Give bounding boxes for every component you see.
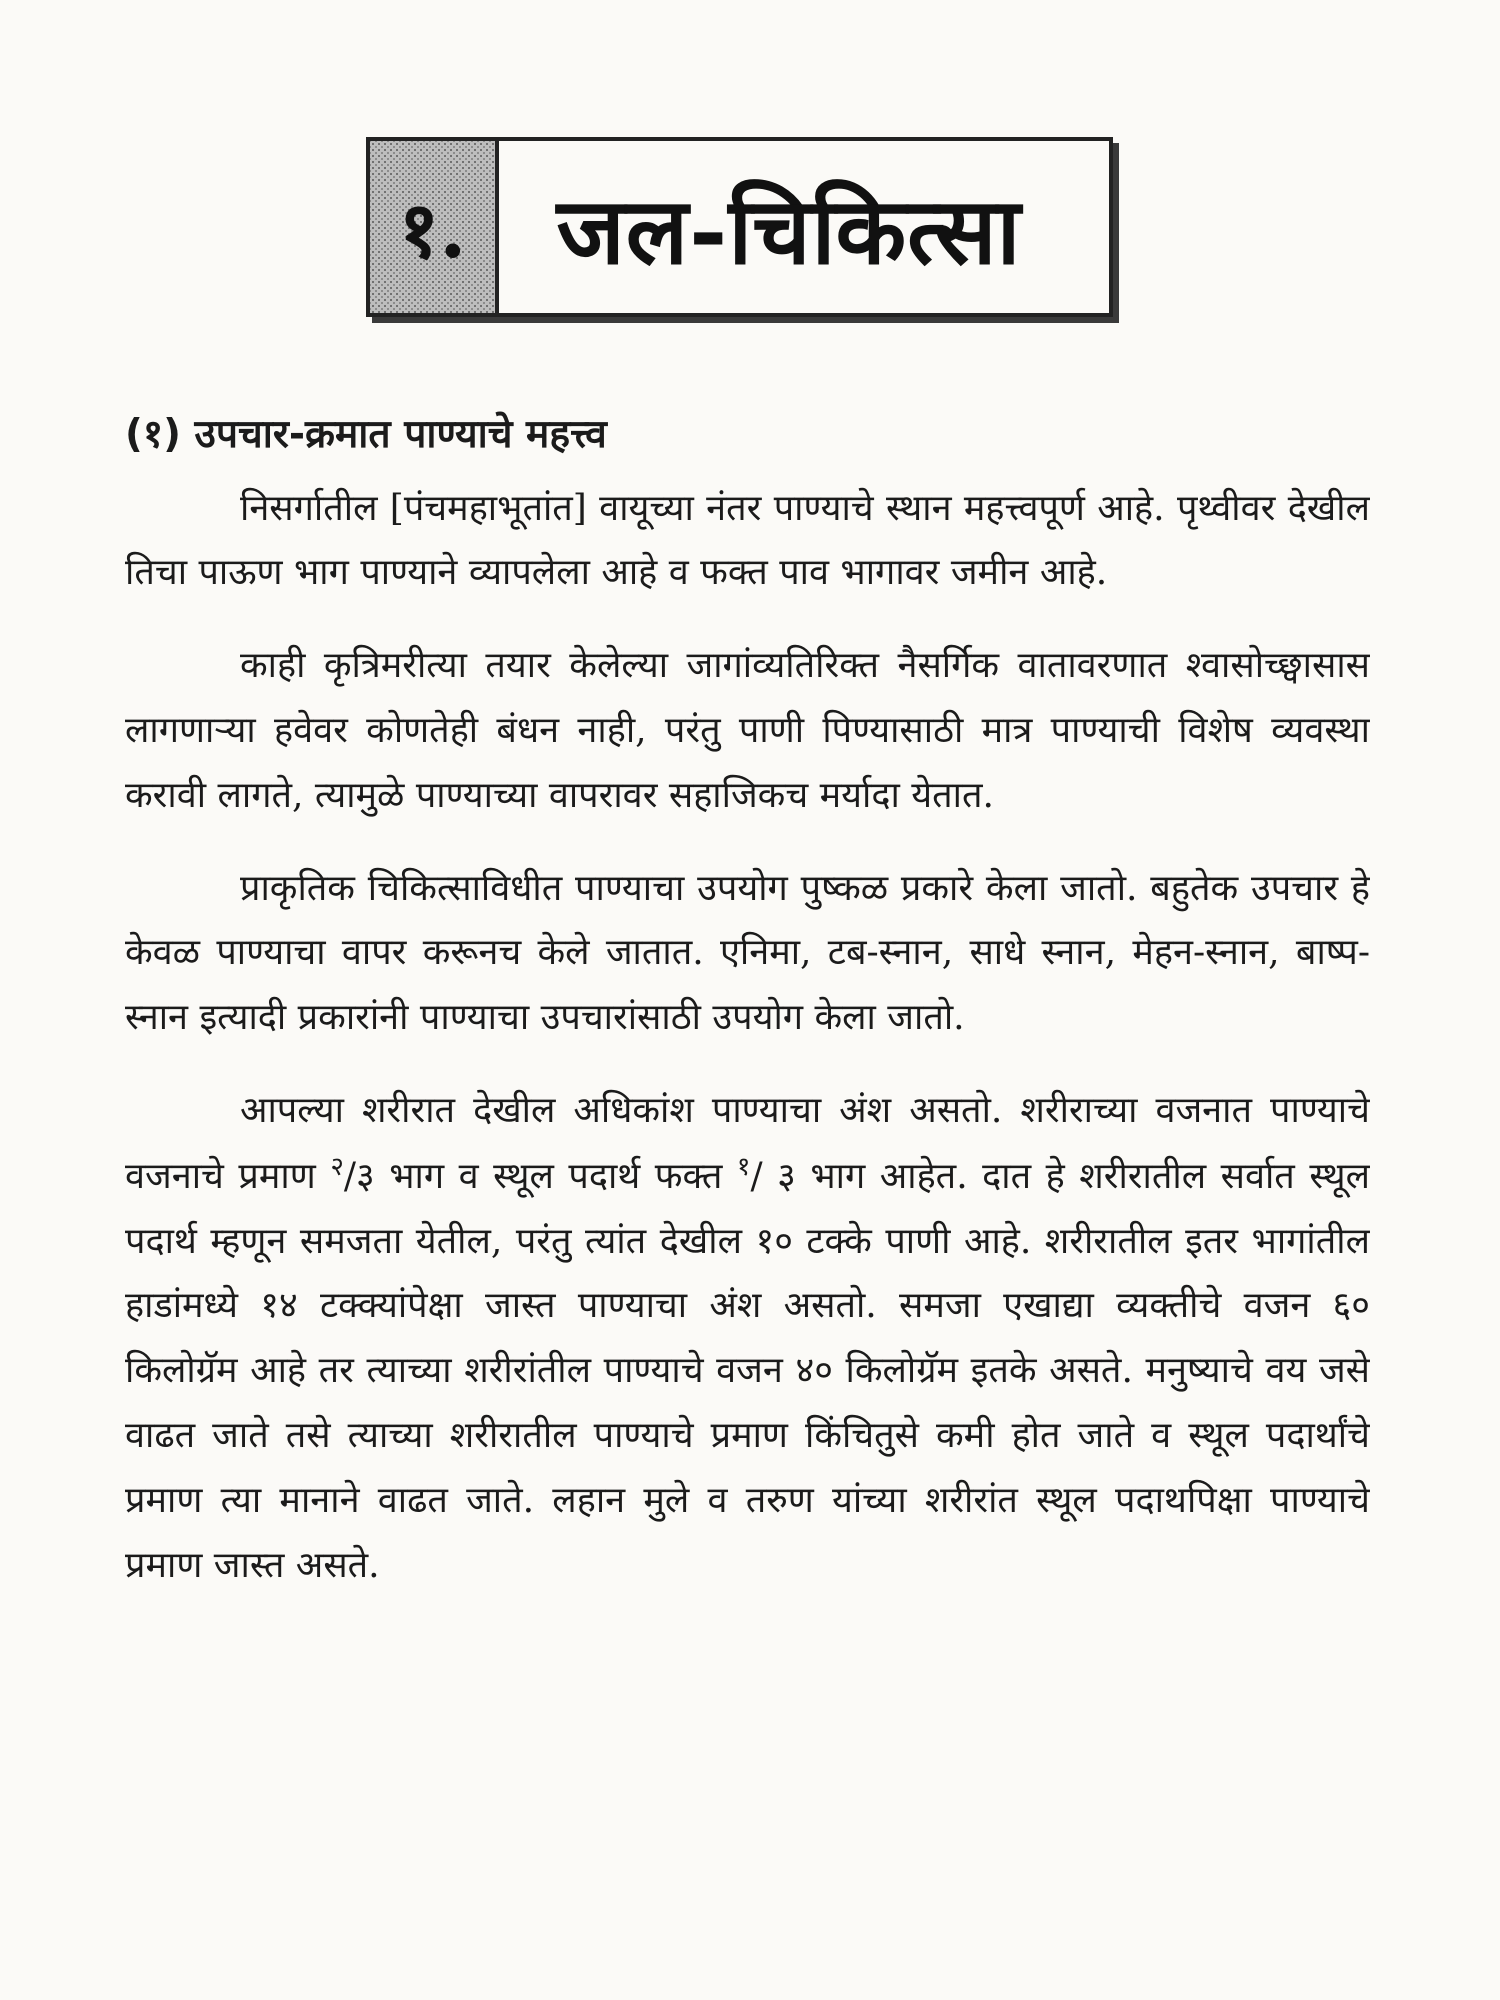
paragraph-1: निसर्गातील [पंचमहाभूतांत] वायूच्या नंतर पाण्याचे स्थान महत्त्वपूर्ण आहे. पृथ्वीवर देखील तिचा पाऊण भाग पाण्याने व्यापलेला आहे व फक्त पाव भागावर जमीन आहे. [125, 487, 1370, 594]
chapter-header-box [366, 137, 1113, 317]
paragraph-4 [125, 1079, 1370, 1598]
document-body [125, 410, 1370, 1970]
fraction-two-thirds-denominator: /३ [343, 1155, 375, 1197]
fraction-one-third-denominator: / ३ [750, 1155, 796, 1197]
paragraph-3: प्राकृतिक चिकित्साविधीत पाण्याचा उपयोग पुष्कळ प्रकारे केला जातो. बहुतेक उपचार हे केवळ पाण्याचा वापर करूनच केले जातात. एनिमा, टब-स्नान, साधे स्नान, मेहन-स्नान, बाष्प-स्नान इत्यादी प्रकारांनी पाण्याचा उपचारांसाठी उपयोग केला जातो. [125, 867, 1370, 1039]
section-heading: (१) उपचार-क्रमात पाण्याचे महत्त्व [125, 412, 607, 457]
chapter-title: जल-चिकित्सा [556, 176, 1022, 285]
paragraph-4-part-b: भाग व स्थूल पदार्थ फक्त [389, 1155, 723, 1197]
fraction-two-thirds-numerator: २ [330, 1151, 344, 1182]
paragraph-2: काही कृत्रिमरीत्या तयार केलेल्या जागांव्यतिरिक्त नैसर्गिक वातावरणात श्वासोच्छ्वासास लागणाऱ्या हवेवर कोणतेही बंधन नाही, परंतु पाणी पिण्यासाठी मात्र पाण्याची विशेष व्यवस्था करावी लागते, त्यामुळे पाण्याच्या वापरावर सहाजिकच मर्यादा येतात. [125, 645, 1370, 816]
chapter-number: १. [370, 141, 499, 313]
paragraph-4-part-a: आपल्या शरीरात देखील अधिकांश पाण्याचा अंश असतो. शरीराच्या वजनात पाण्याचे वजनाचे प्रमाण [125, 1090, 1370, 1197]
paragraph-4-part-c: भाग आहेत. दात हे शरीरातील सर्वात स्थूल पदार्थ म्हणून समजता येतील, परंतु त्यांत देखील १० टक्के पाणी आहे. शरीरातील इतर भागांतील हाडांमध्ये १४ टक्क्यांपेक्षा जास्त पाण्याचा अंश असतो. समजा एखाद्या व्यक्तीचे वजन ६० किलोग्रॅम आहे तर त्याच्या शरीरांतील पाण्याचे वजन ४० किलोग्रॅम इतके असते. मनुष्याचे वय जसे वाढत जाते तसे त्याच्या शरीरातील पाण्याचे प्रमाण किंचितुसे कमी होत जाते व स्थूल पदार्थांचे प्रमाण त्या मानाने वाढत जाते. लहान मुले व तरुण यांच्या शरीरांत स्थूल पदाथपिक्षा पाण्याचे प्रमाण जास्त असते. [125, 1155, 1370, 1586]
fraction-one-third [736, 1151, 796, 1197]
fraction-one-third-numerator: १ [736, 1151, 751, 1182]
fraction-two-thirds [330, 1151, 375, 1197]
